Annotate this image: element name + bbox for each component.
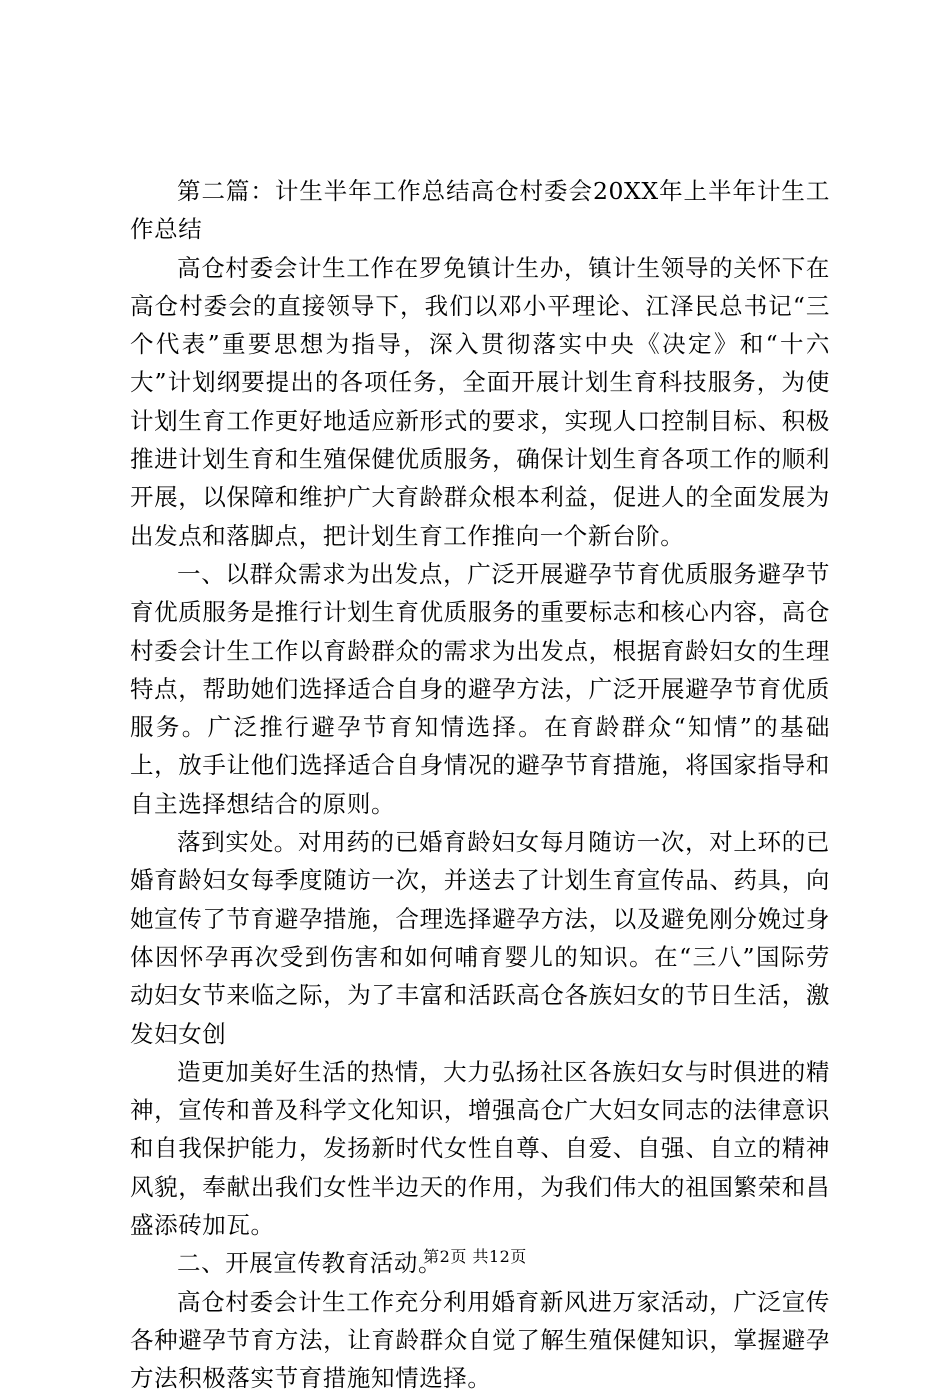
body-paragraph: 落到实处。对用药的已婚育龄妇女每月随访一次，对上环的已婚育龄妇女每季度随访一次，并送去了计划生育宣传品、药具，向她宣传了节育避孕措施，合理选择避孕方法，以及避免刚分娩过身体因怀孕再次受到伤害和如何哺育婴儿的知识。在“三八”国际劳动妇女节来临之际，为了丰富和活跃高仓各族妇女的节日生活，激发妇女创 xyxy=(130,828,830,1048)
page-number-footer: 第2页 共12页 xyxy=(423,1247,527,1266)
body-paragraph: 高仓村委会计生工作在罗免镇计生办，镇计生领导的关怀下在高仓村委会的直接领导下，我们以邓小平理论、江泽民总书记“三个代表”重要思想为指导，深入贯彻落实中央《决定》和“十六大”计划纲要提出的各项任务，全面开展计划生育科技服务，为使计划生育工作更好地适应新形式的要求，实现人口控制目标、积极推进计划生育和生殖保健优质服务，确保计划生育各项工作的顺利开展，以保障和维护广大育龄群众根本利益，促进人的全面发展为出发点和落脚点，把计划生育工作推向一个新台阶。 xyxy=(130,253,830,550)
document-title-paragraph: 第二篇：计生半年工作总结高仓村委会20XX年上半年计生工作总结 xyxy=(130,177,830,244)
body-paragraph: 一、以群众需求为出发点，广泛开展避孕节育优质服务避孕节育优质服务是推行计划生育优质服务的重要标志和核心内容，高仓村委会计生工作以育龄群众的需求为出发点，根据育龄妇女的生理特点，帮助她们选择适合自身的避孕方法，广泛开展避孕节育优质服务。广泛推行避孕节育知情选择。在育龄群众“知情”的基础上，放手让他们选择适合自身情况的避孕节育措施，将国家指导和自主选择想结合的原则。 xyxy=(130,559,830,818)
body-paragraph: 造更加美好生活的热情，大力弘扬社区各族妇女与时俱进的精神，宣传和普及科学文化知识，增强高仓广大妇女同志的法律意识和自我保护能力，发扬新时代女性自尊、自爱、自强、自立的精神风貌，奉献出我们女性半边天的作用，为我们伟大的祖国繁荣和昌盛添砖加瓦。 xyxy=(130,1057,830,1240)
section-heading: 二、开展宣传教育活动。 xyxy=(177,1249,443,1278)
document-body xyxy=(130,172,830,1398)
body-paragraph: 高仓村委会计生工作充分利用婚育新风进万家活动，广泛宣传各种避孕节育方法，让育龄群众自觉了解生殖保健知识，掌握避孕方法积极落实节育措施知情选择。 xyxy=(130,1287,830,1393)
